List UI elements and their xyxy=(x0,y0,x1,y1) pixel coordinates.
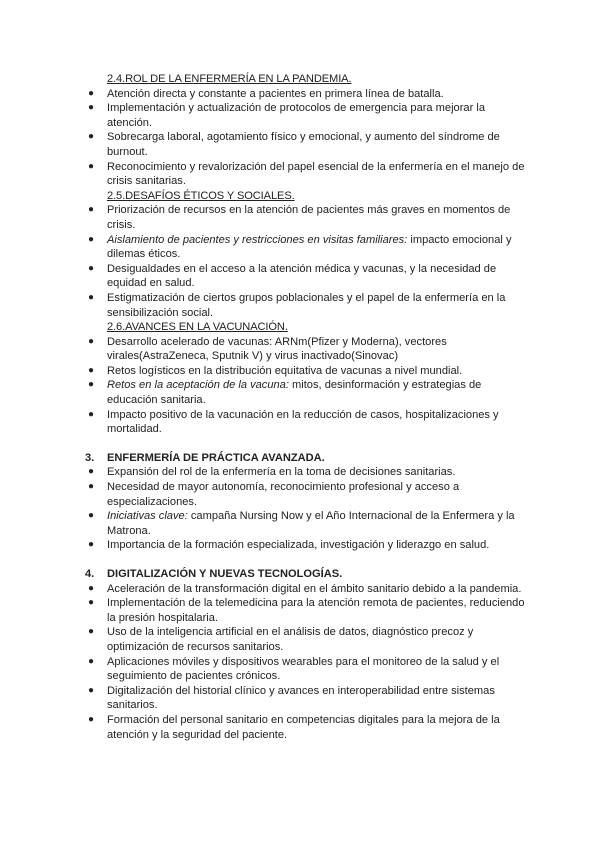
bullet-icon: ● xyxy=(88,655,95,667)
item-text: Aplicaciones móviles y dispositivos wearables para el monitoreo de la salud y el seguimiento de pacientes crónicos. xyxy=(107,655,500,683)
item-emphasis: Iniciativas clave: xyxy=(107,510,188,523)
section-heading-4 xyxy=(85,567,525,582)
bullet-list-2-4 xyxy=(85,87,525,189)
section-number-3: 3. xyxy=(85,451,95,464)
item-text: campaña Nursing Now y el Año Internacional de la Enfermera y la Matrona. xyxy=(107,510,515,537)
list-item xyxy=(85,538,525,553)
list-item xyxy=(85,130,525,159)
item-text: Impacto positivo de la vacunación en la reducción de casos, hospitalizaciones y mortalidad. xyxy=(107,408,499,436)
list-item xyxy=(85,101,525,130)
list-item xyxy=(85,378,525,407)
bullet-icon: ● xyxy=(88,364,95,376)
bullet-icon: ● xyxy=(88,539,95,551)
list-item xyxy=(85,582,525,597)
bullet-icon: ● xyxy=(88,582,95,594)
bullet-icon: ● xyxy=(88,597,95,609)
item-text: Expansión del rol de la enfermería en la toma de decisiones sanitarias. xyxy=(107,466,456,479)
bullet-icon: ● xyxy=(88,713,95,725)
bullet-icon: ● xyxy=(88,131,95,143)
item-text: Uso de la inteligencia artificial en el análisis de datos, diagnóstico precoz y optimización de recursos sanitarios. xyxy=(107,626,474,653)
bullet-icon: ● xyxy=(88,233,95,245)
section-title-3: ENFERMERÍA DE PRÁCTICA AVANZADA. xyxy=(107,451,325,464)
item-text: Atención directa y constante a pacientes en primera línea de batalla. xyxy=(107,87,444,100)
item-text: Implementación de la telemedicina para la atención remota de pacientes, reduciendo la presión hospitalaria. xyxy=(107,597,525,624)
item-text: mitos, desinformación y estrategias de educación sanitaria. xyxy=(107,379,482,407)
subsection-title-2-4: 2.4.ROL DE LA ENFERMERÍA EN LA PANDEMIA. xyxy=(107,73,352,85)
subsection-title-2-5: 2.5.DESAFÍOS ÉTICOS Y SOCIALES. xyxy=(107,189,295,202)
item-text: Retos logísticos en la distribución equitativa de vacunas a nivel mundial. xyxy=(107,364,463,377)
item-text: Importancia de la formación especializada, investigación y liderazgo en salud. xyxy=(107,539,490,552)
list-item xyxy=(85,684,525,713)
item-emphasis: Aislamiento de pacientes y restricciones en visitas familiares: xyxy=(107,233,408,246)
bullet-icon: ● xyxy=(88,335,95,347)
list-item xyxy=(85,233,525,262)
document-content xyxy=(85,72,525,742)
list-item xyxy=(85,203,525,232)
list-item xyxy=(85,335,525,364)
list-item xyxy=(85,87,525,102)
bullet-icon: ● xyxy=(88,160,95,172)
item-text: Desarrollo acelerado de vacunas: ARNm(Pfizer y Moderna), vectores virales(AstraZeneca, Sputnik V) y virus inactivado(Sinovac) xyxy=(107,335,447,363)
list-item xyxy=(85,262,525,291)
list-item xyxy=(85,596,525,625)
bullet-icon: ● xyxy=(88,466,95,478)
list-item xyxy=(85,655,525,684)
bullet-icon: ● xyxy=(88,408,95,420)
bullet-list-4 xyxy=(85,582,525,743)
item-text: Priorización de recursos en la atención de pacientes más graves en momentos de crisis. xyxy=(107,204,511,231)
section-number-4: 4. xyxy=(85,568,95,580)
item-text: Aceleración de la transformación digital en el ámbito sanitario debido a la pandemia. xyxy=(107,582,522,595)
list-item xyxy=(85,509,525,538)
list-item xyxy=(85,364,525,379)
bullet-icon: ● xyxy=(88,510,95,522)
bullet-icon: ● xyxy=(88,626,95,638)
list-item xyxy=(85,480,525,509)
section-heading-3 xyxy=(85,451,525,466)
bullet-icon: ● xyxy=(88,291,95,303)
subsection-title-2-6: 2.6.AVANCES EN LA VACUNACIÓN. xyxy=(107,321,288,334)
bullet-icon: ● xyxy=(88,87,95,99)
bullet-icon: ● xyxy=(88,481,95,493)
bullet-icon: ● xyxy=(88,204,95,216)
list-item xyxy=(85,625,525,654)
bullet-list-2-5 xyxy=(85,203,525,320)
item-text: impacto emocional y dilemas éticos. xyxy=(107,233,512,261)
list-item xyxy=(85,713,525,742)
bullet-list-3 xyxy=(85,465,525,553)
list-item xyxy=(85,291,525,320)
list-item xyxy=(85,465,525,480)
list-item xyxy=(85,408,525,437)
item-text: Desigualdades en el acceso a la atención médica y vacunas, y la necesidad de equidad en salud. xyxy=(107,262,497,290)
bullet-icon: ● xyxy=(88,379,95,391)
item-text: Implementación y actualización de protocolos de emergencia para mejorar la atención. xyxy=(107,102,486,129)
item-text: Digitalización del historial clínico y avances en interoperabilidad entre sistemas sanitarios. xyxy=(107,684,495,712)
list-item xyxy=(85,160,525,189)
item-text: Estigmatización de ciertos grupos poblacionales y el papel de la enfermería en la sensibilización social. xyxy=(107,291,506,319)
item-emphasis: Retos en la aceptación de la vacuna: xyxy=(107,379,289,392)
bullet-icon: ● xyxy=(88,684,95,696)
bullet-list-2-6 xyxy=(85,335,525,437)
bullet-icon: ● xyxy=(88,262,95,274)
section-title-4: DIGITALIZACIÓN Y NUEVAS TECNOLOGÍAS. xyxy=(107,568,343,580)
bullet-icon: ● xyxy=(88,102,95,114)
item-text: Necesidad de mayor autonomía, reconocimiento profesional y acceso a especializaciones. xyxy=(107,481,460,508)
item-text: Sobrecarga laboral, agotamiento físico y emocional, y aumento del síndrome de burnout. xyxy=(107,131,500,158)
item-text: Formación del personal sanitario en competencias digitales para la mejora de la atención y la seguridad del paciente. xyxy=(107,713,500,741)
item-text: Reconocimiento y revalorización del papel esencial de la enfermería en el manejo de crisis sanitarias. xyxy=(107,160,525,188)
